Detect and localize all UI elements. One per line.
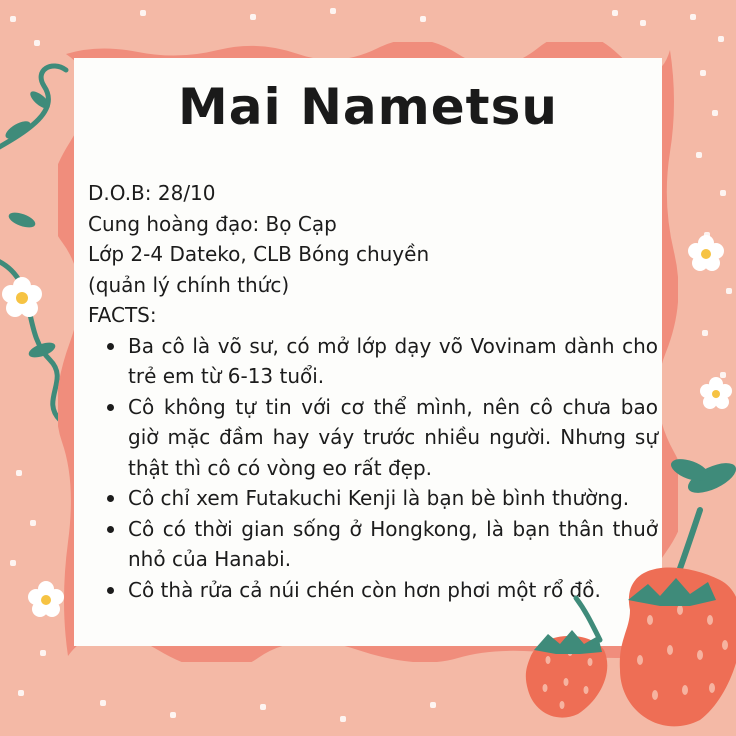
list-item: Cô có thời gian sống ở Hongkong, là bạn thân thuở nhỏ của Hanabi. — [128, 514, 658, 575]
daisy-icon — [700, 377, 732, 409]
page-title: Mai Nametsu — [178, 77, 558, 136]
facts-list — [88, 331, 658, 606]
daisy-icon — [688, 235, 724, 271]
list-item: Cô thà rửa cả núi chén còn hơn phơi một rổ đồ. — [128, 575, 658, 606]
list-item: Cô chỉ xem Futakuchi Kenji là bạn bè bình thường. — [128, 483, 658, 514]
zodiac-text: Cung hoàng đạo: Bọ Cạp — [88, 211, 337, 236]
list-item: Ba cô là võ sư, có mở lớp dạy võ Vovinam dành cho trẻ em từ 6-13 tuổi. — [128, 331, 658, 392]
role-text: (quản lý chính thức) — [88, 272, 290, 297]
facts-heading: FACTS: — [88, 303, 157, 327]
dob-text: D.O.B: 28/10 — [88, 181, 216, 205]
daisy-icon — [2, 277, 42, 317]
profile-info — [88, 178, 658, 605]
class-club-text: Lớp 2-4 Dateko, CLB Bóng chuyền — [88, 242, 430, 266]
list-item: Cô không tự tin với cơ thể mình, nên cô chưa bao giờ mặc đầm hay váy trước nhiều người. Nhưng sự thật thì cô có vòng eo rất đẹp. — [128, 392, 658, 484]
